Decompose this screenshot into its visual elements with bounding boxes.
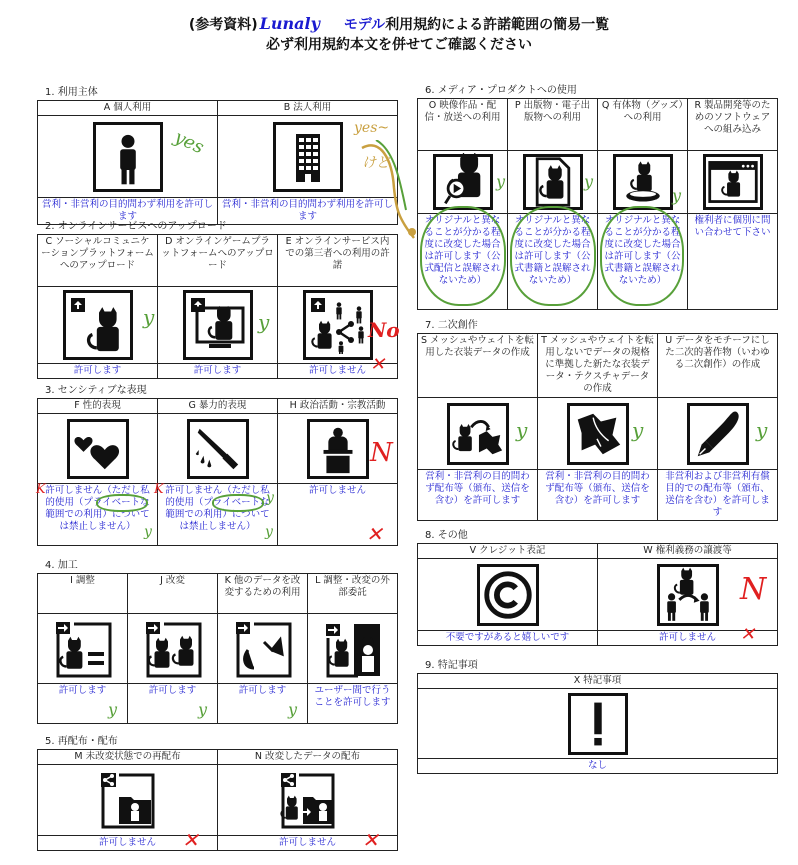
item-E-head: E オンラインサービス内での第三者への利用の許諾: [278, 235, 398, 287]
item-I-head: I 調整: [38, 574, 128, 614]
share-folder-icon: [96, 768, 160, 832]
parts-icon: [232, 618, 294, 680]
annotation-y: y: [496, 172, 506, 191]
item-R-value: 権利者に個別に問い合わせて下さい: [688, 214, 778, 310]
item-S-value: 営利・非営利の目的問わず配布等（頒布、送信を含む）を許可します: [418, 470, 538, 521]
item-D-head: D オンラインゲームプラットフォームへのアップロード: [158, 235, 278, 287]
item-J-value: 許可します: [128, 684, 218, 724]
permission-table: [37, 749, 398, 851]
section-8-other: [417, 529, 778, 646]
section-label: 6. メディア・プロダクトへの使用: [425, 85, 577, 96]
upload-avatar-icon: [63, 290, 133, 360]
permission-table: [417, 543, 778, 646]
section-label: 7. 二次創作: [425, 320, 478, 331]
item-P-head: P 出版物・電子出版物への利用: [508, 99, 598, 151]
title-rest: 利用規約による許諾範囲の簡易一覧: [385, 17, 610, 33]
item-W-head: W 権利義務の譲渡等: [598, 544, 778, 559]
item-I-value: 許可します: [38, 684, 128, 724]
annotation-y: y: [516, 418, 528, 442]
annotation-yes-tilde: yes~: [354, 120, 390, 136]
pen-icon: [687, 403, 749, 465]
annotation-x: ✕: [182, 828, 199, 852]
item-T-value: 営利・非営利の目的問わず配布等（頒布、送信を含む）を許可します: [538, 470, 658, 521]
item-X-head: X 特記事項: [418, 674, 778, 689]
permission-table: [417, 673, 778, 774]
annotation-y: y: [265, 524, 273, 540]
exclamation-icon: [568, 693, 628, 755]
person-icon: [93, 122, 163, 192]
item-Q-value: オリジナルと異なることが分かる程度に改変した場合は許可します（公式書籍と誤解されないため）: [598, 214, 688, 310]
outfit-icon: [567, 403, 629, 465]
page-title: [0, 14, 798, 55]
annotation-y: y: [266, 490, 274, 506]
outfit-transfer-icon: [447, 403, 509, 465]
title-model: モデル: [343, 17, 386, 33]
item-U-value: 非営利および非営利有償目的での配布等（頒布、送信を含む）を許可します: [658, 470, 778, 521]
knife-icon: [187, 419, 249, 479]
upload-monitor-icon: [183, 290, 253, 360]
item-V-head: V クレジット表記: [418, 544, 598, 559]
permission-table: [37, 398, 398, 546]
item-F-value: 許可しません（ただし私的使用（プライベートな範囲での利用）については禁止しません）: [38, 484, 158, 546]
item-X-value: なし: [418, 759, 778, 774]
item-S-head: S メッシュやウェイトを転用した衣装データの作成: [418, 334, 538, 398]
brand-logo: Lunaly: [259, 14, 320, 33]
item-K-head: K 他のデータを改変するための利用: [218, 574, 308, 614]
annotation-y: y: [672, 186, 682, 205]
annotation-x: ✕: [366, 522, 383, 546]
title-prefix: (参考資料): [188, 17, 258, 33]
share-modified-icon: [276, 768, 340, 832]
transfer-rights-icon: [657, 564, 719, 626]
item-R-head: R 製品開発等のためのソフトウェアへの組み込み: [688, 99, 778, 151]
item-C-value: 許可します: [38, 364, 158, 379]
permission-table: [37, 234, 398, 379]
item-B-head: B 法人利用: [218, 101, 398, 116]
annotation-x: ✕: [362, 828, 379, 852]
hearts-icon: [67, 419, 129, 479]
section-label: 5. 再配布・配布: [45, 736, 118, 747]
building-icon: [273, 122, 343, 192]
podium-icon: [307, 419, 369, 479]
item-D-value: 許可します: [158, 364, 278, 379]
adjust-icon: [52, 618, 114, 680]
annotation-n: N: [370, 438, 393, 468]
item-Q-head: Q 有体物（グッズ）への利用: [598, 99, 688, 151]
item-W-value: 許可しません: [598, 631, 778, 646]
item-F-head: F 性的表現: [38, 399, 158, 414]
annotation-x: ✕: [740, 624, 756, 645]
publication-icon: [523, 154, 583, 210]
item-L-head: L 調整・改変の外部委託: [308, 574, 398, 614]
section-2-online-upload: [37, 220, 398, 379]
software-icon: [703, 154, 763, 210]
video-icon: [433, 154, 493, 210]
annotation-y: y: [143, 305, 155, 329]
annotation-y: y: [108, 700, 118, 719]
annotation-y: y: [144, 524, 152, 540]
permission-table: [37, 100, 398, 225]
upload-share-icon: [303, 290, 373, 360]
item-L-value: ユーザー間で行うことを許可します: [308, 684, 398, 724]
item-A-value: 営利・非営利の目的問わず利用を許可します: [38, 198, 218, 225]
section-6-media-products: [417, 84, 778, 310]
item-M-head: M 未改変状態での再配布: [38, 750, 218, 765]
section-label: 1. 利用主体: [45, 87, 98, 98]
item-K-value: 許可します: [218, 684, 308, 724]
outsource-icon: [322, 618, 384, 680]
item-N-value: 許可しません: [218, 836, 398, 851]
item-H-head: H 政治活動・宗教活動: [278, 399, 398, 414]
annotation-n: N: [740, 572, 767, 607]
item-O-head: O 映像作品・配信・放送への利用: [418, 99, 508, 151]
section-4-processing: [37, 559, 398, 724]
item-M-value: 許可しません: [38, 836, 218, 851]
annotation-k: K: [154, 482, 164, 497]
item-T-head: T メッシュやウェイトを転用しないでデータの規格に準拠した新たな衣装データ・テクスチャデータの作成: [538, 334, 658, 398]
annotation-y: y: [584, 172, 594, 191]
annotation-x: ✕: [370, 354, 386, 375]
figure-icon: [613, 154, 673, 210]
annotation-k: K: [36, 482, 46, 497]
item-G-value: 許可しません（ただし私的使用（プライベートな範囲での利用）については禁止しません）: [158, 484, 278, 546]
item-B-value: 営利・非営利の目的問わず利用を許可します: [218, 198, 398, 225]
annotation-y: y: [258, 310, 270, 334]
annotation-kedo: けど: [362, 155, 390, 171]
annotation-yes: yes: [170, 126, 208, 159]
section-3-sensitive-expression: [37, 384, 398, 546]
section-label: 9. 特記事項: [425, 660, 478, 671]
permission-table: [417, 333, 778, 521]
section-label: 2. オンラインサービスへのアップロード: [45, 221, 227, 232]
item-O-value: オリジナルと異なることが分かる程度に改変した場合は許可します（公式配信と誤解されないため）: [418, 214, 508, 310]
permission-table: [37, 573, 398, 724]
section-label: 8. その他: [425, 530, 468, 541]
permission-table: [417, 98, 778, 310]
item-P-value: オリジナルと異なることが分かる程度に改変した場合は許可します（公式書籍と誤解されないため）: [508, 214, 598, 310]
page-subtitle: 必ず利用規約本文を併せてご確認ください: [266, 37, 532, 53]
item-N-head: N 改変したデータの配布: [218, 750, 398, 765]
item-C-head: C ソーシャルコミュニケーションプラットフォームへのアップロード: [38, 235, 158, 287]
item-A-head: A 個人利用: [38, 101, 218, 116]
annotation-y: y: [756, 418, 768, 442]
item-U-head: U データをモチーフにした二次的著作物（いわゆる二次創作）の作成: [658, 334, 778, 398]
item-H-value: 許可しません: [278, 484, 398, 546]
copyright-icon: [477, 564, 539, 626]
section-1-usage-subject: [37, 86, 398, 225]
item-V-value: 不要ですがあると嬉しいです: [418, 631, 598, 646]
annotation-no: No: [368, 318, 400, 342]
annotation-y: y: [632, 418, 644, 442]
item-E-value: 許可しません: [278, 364, 398, 379]
item-G-head: G 暴力的表現: [158, 399, 278, 414]
annotation-y: y: [198, 700, 208, 719]
section-5-redistribution: [37, 735, 398, 851]
section-7-derivative-works: [417, 319, 778, 521]
section-label: 4. 加工: [45, 560, 78, 571]
section-label: 3. センシティブな表現: [45, 385, 147, 396]
section-9-special-notes: [417, 659, 778, 774]
annotation-y: y: [288, 700, 298, 719]
item-J-head: J 改変: [128, 574, 218, 614]
modify-icon: [142, 618, 204, 680]
